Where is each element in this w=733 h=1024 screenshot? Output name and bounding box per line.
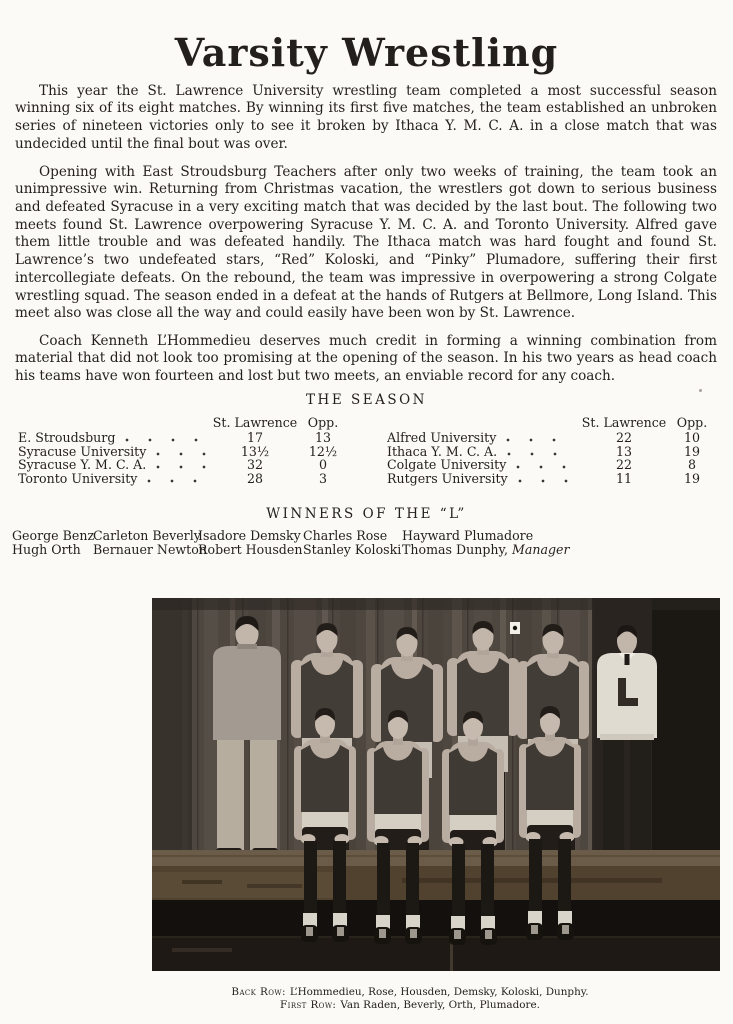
table-row (18, 472, 348, 485)
season-table-right (387, 416, 717, 485)
team-name: E. Stroudsburg (18, 430, 116, 446)
photo-caption (80, 986, 733, 1011)
score-home: 32 (246, 457, 264, 473)
season-results (18, 416, 717, 485)
leader-dots (156, 452, 206, 456)
score-opp: 13 (314, 430, 332, 446)
page-title: Varsity Wrestling (174, 30, 559, 76)
col-header-opp: Opp. (676, 415, 708, 430)
leader-dots (156, 465, 206, 469)
section-heading-the-season: THE SEASON (306, 392, 427, 408)
team-name: Colgate University (387, 457, 507, 473)
score-opp: 19 (683, 443, 701, 459)
stage-bench (152, 850, 720, 971)
score-opp: 12½ (308, 443, 338, 459)
team-photo (152, 598, 720, 971)
leader-dots (518, 479, 575, 483)
caption-first-row (80, 999, 733, 1012)
score-home: 13½ (240, 443, 270, 459)
winner-name: Isadore Demsky (198, 528, 301, 543)
section-heading-winners: WINNERS OF THE “L” (266, 506, 467, 522)
score-home: 11 (615, 470, 633, 486)
caption-row-label: First Row: (280, 998, 337, 1011)
col-header-st-lawrence: St. Lawrence (212, 415, 298, 430)
wall-marker (510, 622, 520, 634)
leader-dots (147, 479, 206, 483)
score-home: 22 (615, 430, 633, 446)
team-name: Alfred University (387, 430, 497, 446)
table-header-row (387, 416, 717, 429)
winners-column (303, 529, 401, 556)
winners-column (402, 529, 570, 556)
body-paragraph-2: Opening with East Stroudsburg Teachers after only two weeks of training, the team took an unimpressive win. Returning from Christmas vacation, the wrestlers got down to serious business and defeated Syracuse in a very exciting match that was decided by the last bout. The following two meets found St. Lawrence overpowering Syracuse Y. M. C. A. and Toronto University. Alfred gave them little trouble and was defeated handily. The Ithaca match was hard fought and found St. Lawrence’s two undefeated stars, “Red” Koloski, and “Pinky” Plumadore, suffering their first intercollegiate defeats. On the rebound, the team was impressive in overpowering a strong Colgate wrestling squad. The season ended in a defeat at the hands of Rutgers at Bellmore, Long Island. This meet also was close all the way and could easily have been won by St. Lawrence. (15, 163, 717, 322)
season-table-left (18, 416, 348, 485)
score-opp: 10 (683, 430, 701, 446)
table-row (18, 431, 348, 444)
caption-row-label: Back Row: (231, 986, 286, 998)
score-opp: 0 (318, 457, 327, 473)
table-row (18, 458, 348, 471)
winner-name: Thomas Dunphy, Manager (402, 541, 570, 557)
col-header-st-lawrence: St. Lawrence (581, 415, 667, 430)
score-opp: 3 (318, 470, 327, 486)
caption-row-names: L’Hommedieu, Rose, Housden, Demsky, Koloski, Dunphy. (289, 986, 589, 998)
col-header-opp: Opp. (307, 415, 339, 430)
winner-name: Stanley Koloski (303, 541, 402, 557)
winner-name: George Benz (12, 528, 95, 543)
caption-back-row (80, 986, 733, 999)
team-name: Toronto University (18, 470, 138, 486)
leader-dots (507, 452, 575, 456)
score-opp: 8 (687, 457, 696, 473)
caption-row-names: Van Raden, Beverly, Orth, Plumadore. (340, 998, 540, 1011)
team-name: Syracuse University (18, 443, 147, 459)
table-row (387, 445, 717, 458)
table-row (387, 472, 717, 485)
score-home: 17 (246, 430, 264, 446)
leader-dots (125, 438, 206, 442)
team-name: Syracuse Y. M. C. A. (18, 457, 147, 473)
winners-column (12, 529, 94, 556)
team-name: Ithaca Y. M. C. A. (387, 443, 498, 459)
leader-dots (516, 465, 575, 469)
table-row (18, 445, 348, 458)
body-paragraph-3: Coach Kenneth L’Hommedieu deserves much credit in forming a winning combination from material that did not look too promising at the opening of the season. In his two years as head coach his teams have won fourteen and lost but two meets, an enviable record for any coach. (15, 332, 717, 384)
score-home: 13 (615, 443, 633, 459)
body-paragraph-1: This year the St. Lawrence University wrestling team completed a most successful season winning six of its eight matches. By winning its first five matches, the team established an unbroken series of nineteen victories only to see it broken by Ithaca Y. M. C. A. in a close match that was undecided until the final bout was over. (15, 82, 717, 152)
score-home: 22 (615, 457, 633, 473)
table-row (387, 431, 717, 444)
winner-name: Carleton Beverly (93, 528, 201, 543)
manager-label: Manager (511, 541, 570, 557)
team-name: Rutgers University (387, 470, 508, 486)
winners-column (198, 529, 302, 556)
winner-name: Hugh Orth (12, 541, 81, 557)
winners-list (0, 529, 733, 563)
winner-name: Bernauer Newton (93, 541, 207, 557)
table-header-row (18, 416, 348, 429)
winners-column (93, 529, 207, 556)
score-home: 28 (246, 470, 264, 486)
table-row (387, 458, 717, 471)
winner-name: Hayward Plumadore (402, 528, 534, 543)
winner-name: Robert Housden (198, 541, 303, 557)
score-opp: 19 (683, 470, 701, 486)
print-speck (699, 389, 702, 392)
winner-name: Charles Rose (303, 528, 388, 543)
leader-dots (506, 438, 575, 442)
